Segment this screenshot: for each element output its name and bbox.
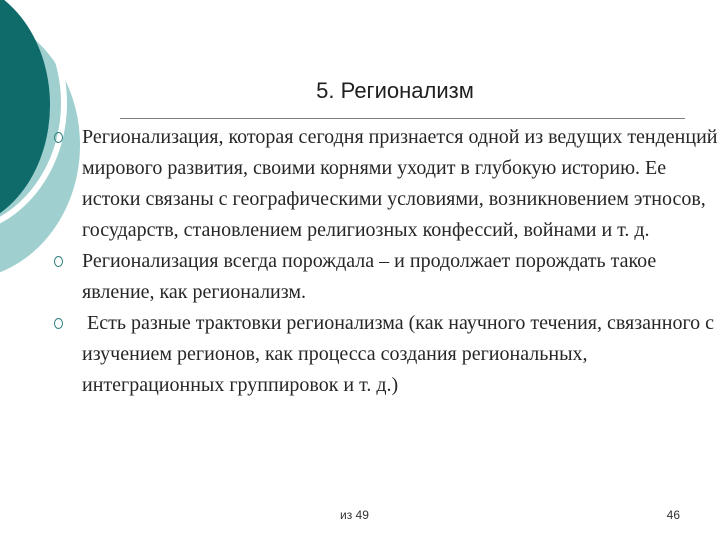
bullet-circle-icon bbox=[54, 318, 63, 329]
title-divider bbox=[120, 118, 685, 119]
bullet-text: Регионализация, которая сегодня признается одной из ведущих тенденций мирового развития, своими корнями уходит в глубокую историю. Ее истоки связаны с географическими условиями, возникновением этносов, государств, становлением религиозных конфессий, войнами и т. д. bbox=[82, 126, 718, 241]
footer-page-count: из 49 bbox=[340, 508, 369, 522]
slide-number: 46 bbox=[666, 508, 680, 522]
bullet-list bbox=[52, 122, 720, 401]
bullet-text: Регионализация всегда порождала – и продолжает порождать такое явление, как регионализм. bbox=[82, 250, 657, 303]
bullet-item bbox=[52, 122, 720, 246]
bullet-item bbox=[52, 246, 720, 308]
slide-title: 5. Регионализм bbox=[316, 78, 474, 103]
bullet-circle-icon bbox=[54, 256, 63, 267]
bullet-item bbox=[52, 308, 720, 401]
bullet-text: Есть разные трактовки регионализма (как научного течения, связанного с изучением регионов, как процесса создания региональных, интеграционных группировок и т. д.) bbox=[82, 312, 720, 396]
bullet-circle-icon bbox=[54, 132, 63, 143]
